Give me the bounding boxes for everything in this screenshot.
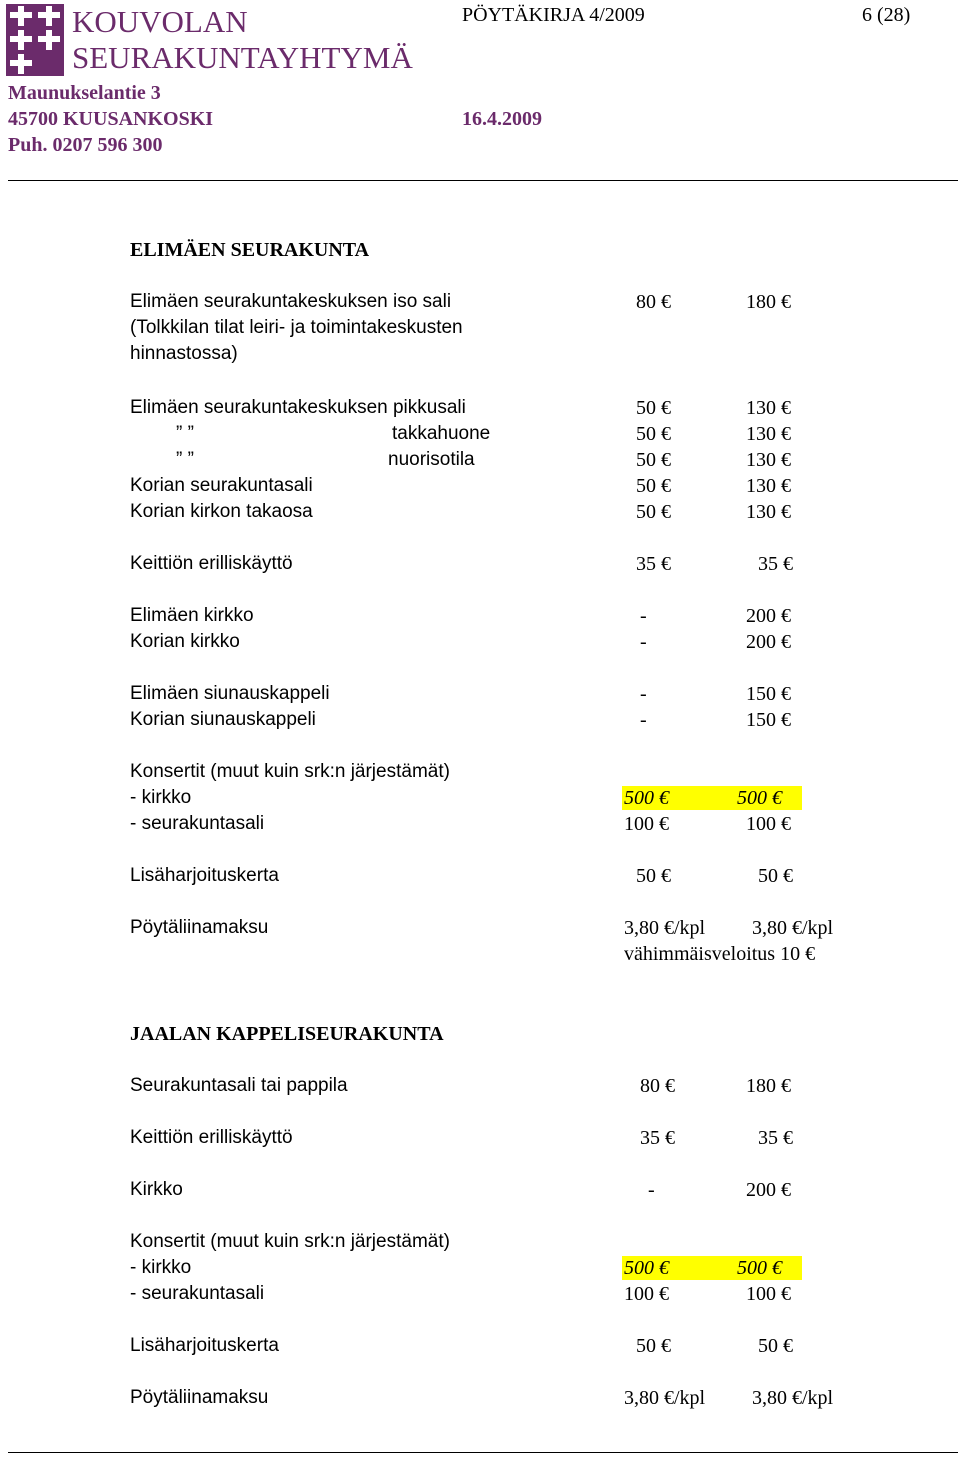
row-label: Lisäharjoituskerta [130,1335,279,1356]
price-2: 180 € [746,291,791,313]
price-2: 35 € [758,553,793,575]
row-label: - kirkko [130,787,192,808]
price-1: - [640,631,647,653]
footer-rule [8,1452,958,1453]
row-label: Keittiön erilliskäyttö [130,553,293,574]
price-2: 150 € [746,709,791,731]
price-2: 100 € [746,813,791,835]
highlighted-prices [622,786,802,810]
row-label: Lisäharjoituskerta [130,865,279,886]
price-1: 35 € [636,553,671,575]
price-1: - [640,605,647,627]
row-label: Elimäen seurakuntakeskuksen pikkusali [130,397,466,418]
price-2: 200 € [746,605,791,627]
price-1: - [640,683,647,705]
price-1: 50 € [636,449,671,471]
price-2: 130 € [746,475,791,497]
price-2: 100 € [746,1283,791,1305]
row-label: Pöytäliinamaksu [130,917,269,938]
price-1: 50 € [636,397,671,419]
concerts-label: Konsertit (muut kuin srk:n järjestämät) [130,1231,450,1252]
price-1: 50 € [636,1335,671,1357]
row-label: Seurakuntasali tai pappila [130,1075,348,1096]
price-2: 130 € [746,449,791,471]
price-2: 35 € [758,1127,793,1149]
concerts-label: Konsertit (muut kuin srk:n järjestämät) [130,761,450,782]
note-line: (Tolkkilan tilat leiri- ja toimintakeskusten [130,317,463,338]
org-name-line1: KOUVOLAN [72,4,248,39]
document-title: PÖYTÄKIRJA 4/2009 [462,4,645,26]
row-label: Korian kirkon takaosa [130,501,313,522]
price-2: 130 € [746,501,791,523]
address-street: Maunukselantie 3 [8,82,161,104]
document-date: 16.4.2009 [462,108,542,130]
ditto-marks: ” ” [176,423,194,444]
price-1: 100 € [624,1283,669,1305]
price-2: 200 € [746,1179,791,1201]
price-2: 150 € [746,683,791,705]
price-1: - [648,1179,655,1201]
price-2: 130 € [746,423,791,445]
row-label: nuorisotila [388,449,475,470]
price-2: 130 € [746,397,791,419]
row-label: - seurakuntasali [130,813,265,834]
price-1: 50 € [636,865,671,887]
row-label: Elimäen siunauskappeli [130,683,330,704]
ditto-marks: ” ” [176,449,194,470]
org-name-line2: SEURAKUNTAYHTYMÄ [72,40,413,75]
row-label: takkahuone [392,423,491,444]
price-1: 500 € [624,787,669,809]
price-1: - [640,709,647,731]
price-2: 50 € [758,865,793,887]
row-label: Elimäen seurakuntakeskuksen iso sali [130,291,452,312]
row-label: Keittiön erilliskäyttö [130,1127,293,1148]
price-1: 3,80 €/kpl [624,1387,706,1409]
price-2: 50 € [758,1335,793,1357]
phone-number: Puh. 0207 596 300 [8,134,163,156]
price-1: 80 € [640,1075,675,1097]
price-1: 80 € [636,291,671,313]
highlighted-prices [622,1256,802,1280]
price-2: 500 € [737,787,782,809]
section-heading-elimaki: ELIMÄEN SEURAKUNTA [130,239,370,261]
row-label: Kirkko [130,1179,183,1200]
price-1: 35 € [640,1127,675,1149]
price-1: 3,80 €/kpl [624,917,706,939]
row-label: Pöytäliinamaksu [130,1387,269,1408]
price-1: 100 € [624,813,669,835]
row-label: Korian kirkko [130,631,240,652]
row-label: - seurakuntasali [130,1283,265,1304]
row-label: Elimäen kirkko [130,605,254,626]
page-number: 6 (28) [862,4,911,26]
minimum-charge-note: vähimmäisveloitus 10 € [624,943,816,965]
price-2: 3,80 €/kpl [752,1387,834,1409]
price-2: 3,80 €/kpl [752,917,834,939]
row-label: Korian siunauskappeli [130,709,316,730]
price-1: 50 € [636,475,671,497]
header-rule [8,180,958,181]
price-1: 500 € [624,1257,669,1279]
price-2: 500 € [737,1257,782,1279]
row-label: - kirkko [130,1257,192,1278]
address-city: 45700 KUUSANKOSKI [8,108,214,130]
price-1: 50 € [636,501,671,523]
price-2: 200 € [746,631,791,653]
section-heading-jaala: JAALAN KAPPELISEURAKUNTA [130,1023,444,1045]
price-2: 180 € [746,1075,791,1097]
row-label: Korian seurakuntasali [130,475,313,496]
price-1: 50 € [636,423,671,445]
crosses-logo-icon [6,4,64,76]
note-line: hinnastossa) [130,343,238,364]
